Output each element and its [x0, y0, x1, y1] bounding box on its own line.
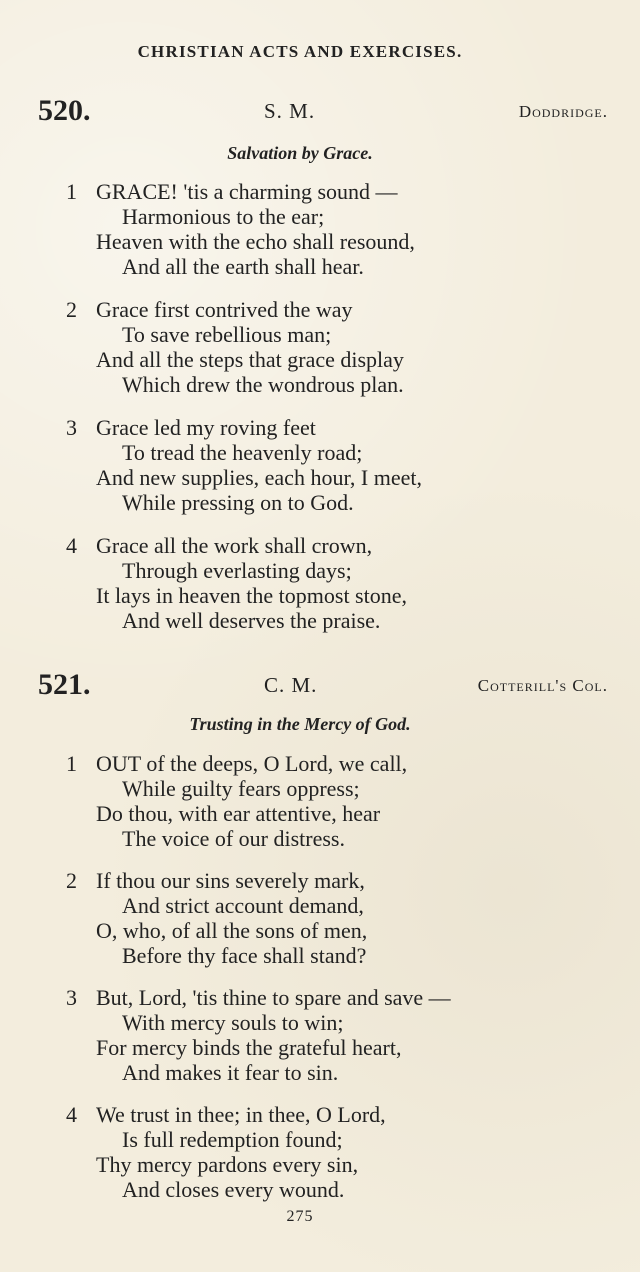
verse-line-text: GRACE! 'tis a charming sound —: [96, 179, 398, 204]
verse-line-text: And all the steps that grace display: [96, 347, 404, 372]
hymn-521-verse-4: [66, 1102, 566, 1202]
verse-line: [66, 943, 566, 968]
verse-line: [66, 179, 566, 204]
verse-line: [66, 558, 566, 583]
verse-line-text: And new supplies, each hour, I meet,: [96, 465, 422, 490]
verse-line-text: Is full redemption found;: [122, 1127, 343, 1152]
verse-line: [66, 1010, 566, 1035]
verse-line: [66, 1035, 566, 1060]
verse-line-text: OUT of the deeps, O Lord, we call,: [96, 751, 408, 776]
hymn-520-verse-1: [66, 179, 566, 279]
verse-line-text: The voice of our distress.: [122, 826, 345, 851]
verse-line-text: With mercy souls to win;: [122, 1010, 344, 1035]
verse-line-text: And well deserves the praise.: [122, 608, 381, 633]
verse-line-text: While guilty fears oppress;: [122, 776, 360, 801]
verse-line: [66, 583, 566, 608]
hymn-520-verse-4: [66, 533, 566, 633]
hymn-number: 521.: [38, 668, 91, 701]
verse-line-text: If thou our sins severely mark,: [96, 868, 365, 893]
hymn-meter: S. M.: [264, 99, 316, 123]
verse-line: [66, 801, 566, 826]
hymn-number: 520.: [38, 94, 91, 127]
verse-line: [66, 1152, 566, 1177]
verse-line: [66, 1060, 566, 1085]
verse-line-text: But, Lord, 'tis thine to spare and save —: [96, 985, 451, 1010]
verse-line: [66, 229, 566, 254]
verse-number: 2: [66, 297, 77, 322]
verse-line: [66, 985, 566, 1010]
hymn-subtitle: Salvation by Grace.: [227, 143, 373, 163]
verse-line: [66, 1102, 566, 1127]
verse-line-text: Heaven with the echo shall resound,: [96, 229, 415, 254]
verse-line-text: And strict account demand,: [122, 893, 364, 918]
verse-line: [66, 415, 566, 440]
verse-line-text: While pressing on to God.: [122, 490, 354, 515]
verse-line-text: Through everlasting days;: [122, 558, 352, 583]
hymn-author: Cotterill's Col.: [477, 676, 608, 695]
hymn-521-verse-3: [66, 985, 566, 1085]
verse-line: [66, 490, 566, 515]
verse-line-text: Do thou, with ear attentive, hear: [96, 801, 381, 826]
hymn-subtitle: Trusting in the Mercy of God.: [189, 714, 411, 734]
verse-line: [66, 297, 566, 322]
verse-line: [66, 347, 566, 372]
verse-line-text: And makes it fear to sin.: [122, 1060, 339, 1085]
hymn-520-header: [38, 94, 608, 128]
hymn-meter: C. M.: [264, 673, 318, 697]
verse-line: [66, 751, 566, 776]
verse-line-text: To tread the heavenly road;: [122, 440, 363, 465]
verse-line: [66, 204, 566, 229]
verse-line-text: Grace led my roving feet: [96, 415, 316, 440]
verse-number: 4: [66, 533, 77, 558]
verse-line: [66, 1177, 566, 1202]
verse-number: 1: [66, 179, 77, 204]
verse-line: [66, 440, 566, 465]
hymn-521-verse-1: [66, 751, 566, 851]
hymn-520-verse-2: [66, 297, 566, 397]
hymn-521-verse-2: [66, 868, 566, 968]
verse-line: [66, 465, 566, 490]
verse-line-text: O, who, of all the sons of men,: [96, 918, 368, 943]
verse-line: [66, 776, 566, 801]
verse-number: 1: [66, 751, 77, 776]
verse-line-text: Grace all the work shall crown,: [96, 533, 373, 558]
hymn-521-header: [38, 668, 608, 702]
verse-line: [66, 893, 566, 918]
verse-number: 3: [66, 415, 77, 440]
verse-line-text: For mercy binds the grateful heart,: [96, 1035, 402, 1060]
hymn-520-verse-3: [66, 415, 566, 515]
verse-line-text: Which drew the wondrous plan.: [122, 372, 404, 397]
verse-number: 3: [66, 985, 77, 1010]
page-number: 275: [286, 1208, 314, 1225]
running-head: CHRISTIAN ACTS AND EXERCISES.: [137, 42, 463, 61]
verse-line-text: Grace first contrived the way: [96, 297, 353, 322]
verse-line: [66, 868, 566, 893]
verse-line-text: And all the earth shall hear.: [122, 254, 364, 279]
hymn-author: Doddridge.: [518, 102, 608, 121]
verse-line-text: Harmonious to the ear;: [122, 204, 325, 229]
verse-number: 4: [66, 1102, 77, 1127]
verse-line-text: It lays in heaven the topmost stone,: [96, 583, 407, 608]
verse-number: 2: [66, 868, 77, 893]
verse-line-text: To save rebellious man;: [122, 322, 332, 347]
verse-line: [66, 1127, 566, 1152]
verse-line-text: And closes every wound.: [122, 1177, 345, 1202]
verse-line: [66, 533, 566, 558]
verse-line: [66, 372, 566, 397]
verse-line: [66, 918, 566, 943]
verse-line: [66, 254, 566, 279]
verse-line: [66, 608, 566, 633]
verse-line-text: We trust in thee; in thee, O Lord,: [96, 1102, 386, 1127]
verse-line-text: Thy mercy pardons every sin,: [96, 1152, 359, 1177]
verse-line: [66, 826, 566, 851]
verse-line: [66, 322, 566, 347]
verse-line-text: Before thy face shall stand?: [122, 943, 367, 968]
